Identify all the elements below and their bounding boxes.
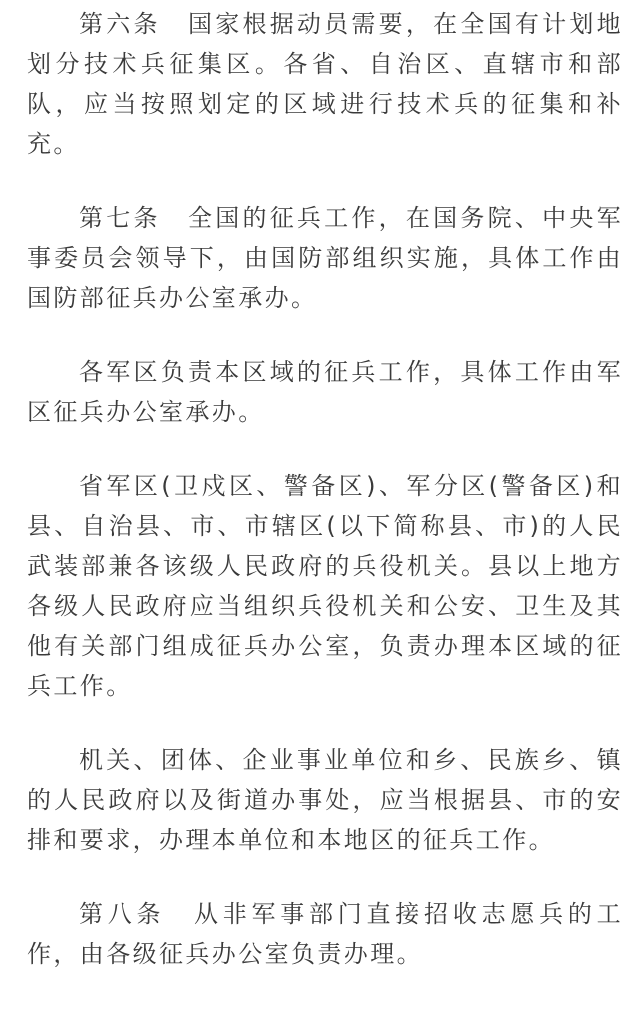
article-body <box>27 4 623 974</box>
paragraph-armed-forces-departments: 省军区(卫戍区、警备区)、军分区(警备区)和县、自治县、市、市辖区(以下简称县、市)的人民武装部兼各该级人民政府的兵役机关。县以上地方各级人民政府应当组织兵役机关和公安、卫生及其他有关部门组成征兵办公室，负责办理本区域的征兵工作。 <box>27 472 623 700</box>
paragraph-local-units: 机关、团体、企业事业单位和乡、民族乡、镇的人民政府以及街道办事处，应当根据县、市的安排和要求，办理本单位和本地区的征兵工作。 <box>27 746 623 854</box>
paragraph-military-regions: 各军区负责本区域的征兵工作，具体工作由军区征兵办公室承办。 <box>27 358 623 426</box>
paragraph-article-6: 第六条 国家根据动员需要，在全国有计划地划分技术兵征集区。各省、自治区、直辖市和部队，应当按照划定的区域进行技术兵的征集和补充。 <box>27 10 623 158</box>
paragraph-article-8: 第八条 从非军事部门直接招收志愿兵的工作，由各级征兵办公室负责办理。 <box>27 900 623 968</box>
paragraph-article-7: 第七条 全国的征兵工作，在国务院、中央军事委员会领导下，由国防部组织实施，具体工作由国防部征兵办公室承办。 <box>27 204 623 312</box>
